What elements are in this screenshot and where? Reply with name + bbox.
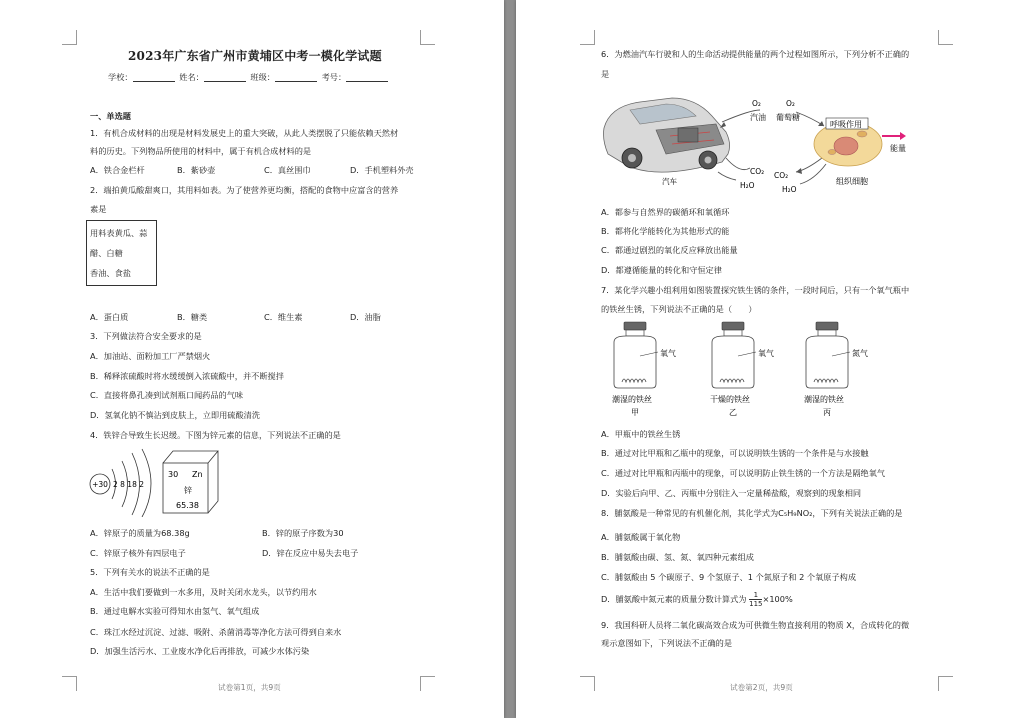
question-7-text: 7．某化学兴趣小组利用如图装置探究铁生锈的条件，一段时间后，只有一个氧气瓶中	[601, 285, 910, 295]
question-4-text: 4．铁锌合导致生长迟缓。下图为锌元素的信息，下列说法不正确的是	[90, 430, 341, 440]
option-d[interactable]: D．油脂	[350, 312, 381, 322]
label-h2o: H₂O	[782, 185, 797, 194]
option-b[interactable]: B．都将化学能转化为其他形式的能	[601, 226, 730, 236]
table-row: 用料表黄瓜、蒜	[90, 228, 148, 238]
car-image	[604, 98, 730, 172]
exam-no-field[interactable]	[346, 73, 388, 82]
crop-mark	[420, 676, 435, 691]
energy-arrow-head	[900, 132, 906, 140]
option-c[interactable]: C．珠江水经过沉淀、过滤、吸附、杀菌消毒等净化方法可得到自来水	[90, 627, 342, 637]
jar-gas-label: 氧气	[660, 349, 676, 358]
page-2	[516, 0, 1024, 718]
shell-electrons: 2 8 18 2	[113, 480, 145, 489]
option-d[interactable]: D．实验后向甲、乙、丙瓶中分别注入一定量稀盐酸，观察到的现象相同	[601, 488, 862, 498]
option-b[interactable]: B．紫砂壶	[177, 165, 216, 175]
option-b[interactable]: B．糖类	[177, 312, 208, 322]
question-9-text: 9．我国科研人员将二氧化碳高效合成为可供微生物直接利用的物质 X，合成转化的微	[601, 620, 910, 630]
option-d-text: D．脯氨酸中氮元素的质量分数计算式为	[601, 594, 747, 604]
jar-gas-label: 氮气	[852, 349, 868, 358]
class-field[interactable]	[275, 73, 317, 82]
jar-name: 乙	[729, 408, 737, 417]
option-b[interactable]: B．通过对比甲瓶和乙瓶中的现象，可以说明铁生锈的一个条件是与水接触	[601, 448, 869, 458]
page-title: 2023年广东省广州市黄埔区中考一模化学试题	[128, 49, 382, 63]
option-d[interactable]: D．加强生活污水、工业废水净化后再排放，可减少水体污染	[90, 646, 310, 656]
table-row: 醋、白糖	[90, 248, 123, 258]
student-info-line	[108, 72, 388, 82]
question-1-text: 料的历史。下列物品所使用的材料中，属于有机合成材料的是	[90, 146, 312, 156]
class-label: 班级：	[250, 72, 275, 82]
label-co2: CO₂	[750, 167, 765, 176]
fraction	[749, 591, 762, 608]
atomic-number: 30	[168, 470, 179, 479]
label-h2o: H₂O	[740, 181, 755, 190]
jar-gas-label: 氧气	[758, 349, 774, 358]
crop-mark	[938, 676, 953, 691]
question-7-text: 的铁丝生锈，下列说法不正确的是（ ）	[601, 304, 757, 314]
exam-no-label: 考号：	[321, 72, 347, 82]
crop-mark	[580, 30, 595, 45]
option-d[interactable]	[601, 591, 793, 608]
crop-mark	[420, 30, 435, 45]
arrow-head	[796, 168, 802, 174]
option-d[interactable]: D．手机塑料外壳	[350, 165, 414, 175]
arrow	[726, 158, 750, 170]
crop-mark	[62, 676, 77, 691]
page-footer: 试卷第1页，共9页	[218, 683, 281, 692]
school-label: 学校：	[108, 72, 133, 82]
label-glucose: 葡萄糖	[776, 113, 800, 122]
label-energy: 能量	[890, 144, 906, 153]
option-c[interactable]: C．维生素	[264, 312, 303, 322]
option-a[interactable]: A．蛋白质	[90, 312, 129, 322]
label-o2: O₂	[786, 99, 795, 108]
label-respiration: 呼吸作用	[830, 120, 862, 129]
option-d-suffix: ×100%	[762, 594, 793, 604]
question-2-text: 素是	[90, 204, 107, 214]
zinc-element-figure	[88, 445, 233, 517]
question-3-text: 3．下列做法符合安全要求的是	[90, 331, 202, 341]
crop-mark	[62, 30, 77, 45]
jar-c	[806, 322, 850, 388]
element-name: 锌	[184, 486, 192, 495]
question-5-text: 5．下列有关水的说法不正确的是	[90, 567, 210, 577]
name-label: 姓名：	[179, 72, 204, 82]
jar-b	[712, 322, 756, 388]
element-symbol: Zn	[192, 470, 203, 479]
page-1	[0, 0, 504, 718]
jar-a	[614, 322, 658, 388]
option-a[interactable]: A．加油站、面粉加工厂严禁烟火	[90, 351, 211, 361]
ingredients-table	[86, 220, 157, 286]
jar-wire-label: 潮湿的铁丝	[612, 395, 652, 404]
option-a[interactable]: A．生活中我们要做到一水多用，及时关闭水龙头，以节约用水	[90, 587, 317, 597]
atomic-mass: 65.38	[176, 501, 199, 510]
name-field[interactable]	[204, 73, 246, 82]
table-row: 香油、食盐	[90, 268, 131, 278]
arrow-head	[818, 121, 824, 126]
option-b[interactable]: B．锌的原子序数为30	[262, 528, 344, 538]
option-a[interactable]: A．甲瓶中的铁丝生锈	[601, 429, 681, 439]
option-a[interactable]: A．铁合金栏杆	[90, 165, 145, 175]
question-6-text: 6．为燃油汽车行驶和人的生命活动提供能量的两个过程如图所示，下列分析不正确的	[601, 49, 910, 59]
school-field[interactable]	[133, 73, 175, 82]
label-tissue-cell: 组织细胞	[836, 177, 868, 186]
option-b[interactable]: B．通过电解水实验可得知水由氢气、氧气组成	[90, 606, 260, 616]
option-a[interactable]: A．脯氨酸属于氧化物	[601, 532, 681, 542]
question-9-text: 观示意图如下，下列说法不正确的是	[601, 638, 733, 648]
arrow	[718, 172, 736, 180]
jar-name: 甲	[631, 408, 639, 417]
question-1-text: 1．有机合成材料的出现是材料发展史上的重大突破，从此人类摆脱了只能依赖天然材	[90, 128, 399, 138]
option-b[interactable]: B．脯氨酸由碳、氢、氮、氧四种元素组成	[601, 552, 754, 562]
option-b[interactable]: B．稀释浓硫酸时将水缓缓倒入浓硫酸中，并不断搅拌	[90, 371, 284, 381]
crop-mark	[938, 30, 953, 45]
question-8-text: 8．脯氨酸是一种常见的有机催化剂，其化学式为C₅H₉NO₂，下列有关说法正确的是	[601, 508, 903, 518]
section-heading: 一、单选题	[90, 111, 131, 121]
option-a[interactable]: A．锌原子的质量为68.38g	[90, 528, 190, 538]
option-d[interactable]: D．锌在反应中易失去电子	[262, 548, 359, 558]
jar-wire-label: 潮湿的铁丝	[804, 395, 844, 404]
arrow	[800, 164, 826, 184]
nucleus-charge: +30	[92, 480, 108, 489]
option-d[interactable]: D．都遵循能量的转化和守恒定律	[601, 265, 722, 275]
jar-name: 丙	[823, 408, 831, 417]
label-gasoline: 汽油	[750, 113, 766, 122]
option-c[interactable]: C．直接将鼻孔凑到试剂瓶口闻药品的气味	[90, 390, 244, 400]
option-d[interactable]: D．氢氧化钠不慎沾到皮肤上，立即用硫酸清洗	[90, 410, 261, 420]
jar-wire-label: 干燥的铁丝	[710, 395, 750, 404]
label-o2: O₂	[752, 99, 761, 108]
option-c[interactable]: C．真丝围巾	[264, 165, 311, 175]
energy-process-figure	[600, 88, 920, 196]
arrow-head	[720, 122, 726, 128]
question-2-text: 2．端拍黄瓜酸甜爽口，其用料如表。为了使营养更均衡，搭配的食物中应富含的营养	[90, 185, 399, 195]
label-car: 汽车	[662, 177, 677, 186]
option-c[interactable]: C．脯氨酸由 5 个碳原子、9 个氢原子、1 个氮原子和 2 个氧原子构成	[601, 572, 857, 582]
fraction-numerator: 1	[749, 591, 762, 600]
iron-rust-jars-figure	[600, 318, 890, 418]
option-c[interactable]: C．都通过剧烈的氧化反应释放出能量	[601, 245, 738, 255]
fraction-denominator: 115	[749, 600, 763, 608]
option-c[interactable]: C．通过对比甲瓶和丙瓶中的现象，可以说明防止铁生锈的一个方法是隔绝氧气	[601, 468, 886, 478]
crop-mark	[580, 676, 595, 691]
label-co2: CO₂	[774, 171, 789, 180]
option-c[interactable]: C．锌原子核外有四层电子	[90, 548, 186, 558]
question-6-text: 是	[601, 69, 610, 79]
option-a[interactable]: A．都参与自然界的碳循环和氧循环	[601, 207, 730, 217]
page-footer: 试卷第2页，共9页	[730, 683, 793, 692]
